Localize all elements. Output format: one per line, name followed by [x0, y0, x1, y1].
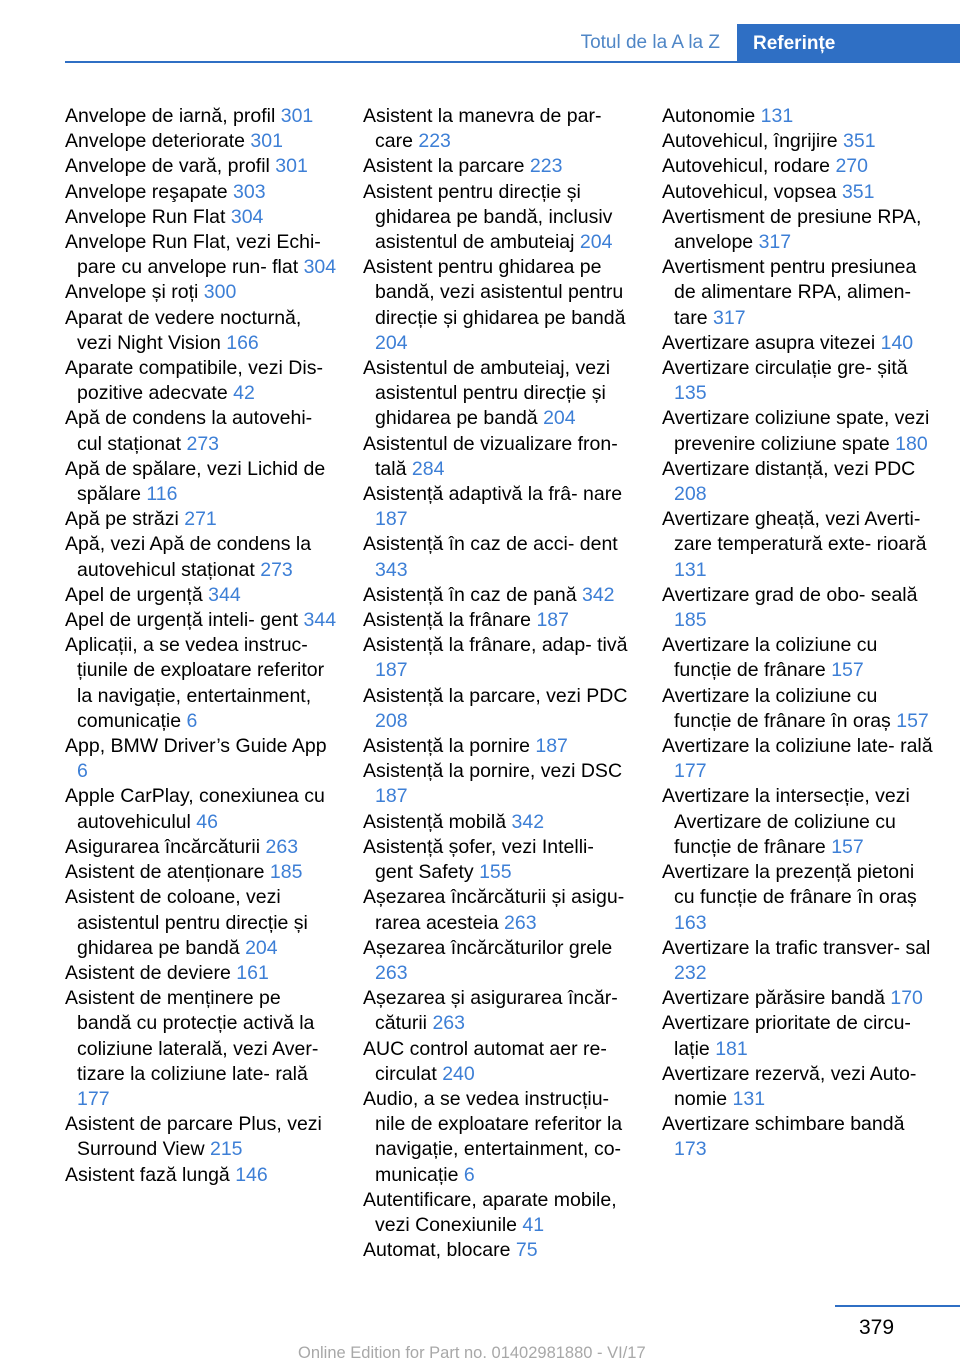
index-entry — [65, 1112, 337, 1162]
index-entry — [662, 457, 934, 507]
page-reference-link[interactable]: 187 — [375, 659, 408, 682]
index-entry — [662, 154, 934, 179]
index-entry — [65, 356, 337, 406]
entry-term: Avertizare la prezență pietoni cu funcție de frânare în oraș — [662, 861, 917, 909]
index-entry — [363, 180, 635, 256]
entry-term: Audio, a se vedea instrucțiu‐ nile de exploatare referitor la navigație, entertainment, co‐ municație — [363, 1087, 623, 1186]
entry-term: Anvelope Run Flat — [65, 205, 226, 228]
page-reference-link[interactable]: 208 — [674, 483, 707, 506]
entry-term: Asistentul de ambuteiaj, vezi asistentul pentru direcție și ghidarea pe bandă — [363, 357, 611, 430]
entry-term: Asistență în caz de acci‐ dent — [363, 533, 618, 556]
page-reference-link[interactable]: 263 — [504, 911, 537, 934]
entry-term: Asistență șofer, vezi Intelli‐ gent Safety — [363, 835, 594, 884]
index-entry — [65, 104, 337, 129]
index-entry — [65, 129, 337, 154]
page-reference-link[interactable]: 204 — [375, 331, 408, 354]
entry-term: Apă de spălare, vezi Lichid de spălare — [65, 457, 326, 506]
index-entry — [662, 633, 934, 683]
index-entry — [662, 255, 934, 331]
page-reference-link[interactable]: 343 — [375, 558, 408, 581]
index-entry — [363, 583, 635, 608]
entry-term: Anvelope și roți — [65, 281, 199, 304]
index-entry — [363, 759, 635, 809]
entry-term: Avertizare distanță, vezi PDC — [662, 457, 916, 480]
index-entry — [65, 154, 337, 179]
page-reference-link[interactable]: 344 — [303, 609, 337, 632]
index-entry — [363, 356, 635, 432]
index-entry — [363, 684, 635, 734]
entry-term: Avertizare gheață, vezi Averti‐ zare temperatură exte‐ rioară — [662, 508, 927, 556]
page-reference-link[interactable]: 46 — [196, 810, 218, 833]
entry-term: Avertizare prioritate de circu‐ lație — [662, 1012, 911, 1060]
page-reference-link[interactable]: 263 — [265, 835, 299, 858]
index-entry — [662, 936, 934, 986]
page-reference-link[interactable]: 317 — [758, 231, 792, 254]
page-reference-link[interactable]: 6 — [186, 709, 198, 732]
page-reference-link[interactable]: 215 — [209, 1138, 243, 1161]
entry-term: Avertisment pentru presiunea de alimentare RPA, alimen‐ tare — [662, 256, 917, 329]
index-entry — [363, 835, 635, 885]
page-reference-link[interactable]: 301 — [275, 155, 308, 178]
entry-term: Asistentul de vizualizare fron‐ tală — [363, 432, 618, 480]
page-reference-link[interactable]: 6 — [463, 1163, 475, 1186]
page-reference-link[interactable]: 273 — [260, 558, 293, 581]
page-reference-link[interactable]: 187 — [375, 785, 408, 808]
page-reference-link[interactable]: 284 — [411, 457, 445, 480]
entry-term: Aparat de vedere nocturnă, vezi Night Vision — [65, 306, 302, 354]
page-reference-link[interactable]: 240 — [442, 1062, 475, 1085]
page-reference-link[interactable]: 157 — [831, 835, 864, 858]
page-reference-link[interactable]: 301 — [280, 105, 314, 127]
entry-term: Avertizare la intersecție, vezi Avertizare de coliziune cu funcție de frânare — [662, 785, 910, 858]
page-reference-link[interactable]: 146 — [235, 1163, 268, 1186]
index-entry — [65, 583, 337, 608]
index-entry — [363, 432, 635, 482]
page-reference-link[interactable]: 204 — [543, 407, 576, 430]
index-entry — [363, 734, 635, 759]
entry-term: Asistent de deviere — [65, 961, 231, 984]
page-reference-link[interactable]: 223 — [418, 130, 451, 153]
page-number: 379 — [859, 1316, 895, 1339]
index-entry — [662, 1112, 934, 1162]
page-reference-link[interactable]: 304 — [303, 256, 337, 279]
page-reference-link[interactable]: 173 — [674, 1138, 707, 1161]
index-entry — [65, 784, 337, 834]
index-entry — [662, 784, 934, 860]
index-entry — [363, 1037, 635, 1087]
index-entry — [662, 583, 934, 633]
page-reference-link[interactable]: 187 — [536, 609, 569, 632]
index-entry — [363, 482, 635, 532]
index-entry — [662, 734, 934, 784]
index-entry — [363, 1188, 635, 1238]
index-entry — [662, 331, 934, 356]
entry-term: Apple CarPlay, conexiunea cu autovehiculul — [65, 785, 325, 833]
index-entry — [662, 684, 934, 734]
page-reference-link[interactable]: 232 — [674, 961, 707, 984]
entry-term: Asistență la parcare, vezi PDC — [363, 684, 628, 707]
entry-term: Asistență în caz de pană — [363, 583, 577, 606]
entry-term: Asistent pentru direcție și ghidarea pe bandă, inclusiv asistentul de ambuteiaj — [363, 180, 613, 254]
index-entry — [363, 1238, 635, 1263]
page-reference-link[interactable]: 263 — [375, 961, 408, 984]
entry-term: Avertizare la coliziune cu funcție de frânare — [662, 634, 878, 682]
page-reference-link[interactable]: 181 — [715, 1037, 748, 1060]
page-reference-link[interactable]: 301 — [250, 130, 283, 153]
entry-term: Avertisment de presiune RPA, anvelope — [662, 205, 922, 254]
index-entry — [363, 885, 635, 935]
entry-term: Asistență la pornire, vezi DSC — [363, 760, 623, 783]
index-entry — [65, 1163, 337, 1188]
entry-term: Asigurarea încărcăturii — [65, 835, 261, 858]
page-reference-link[interactable]: 170 — [890, 987, 923, 1010]
entry-term: Anvelope de iarnă, profil — [65, 105, 276, 127]
entry-term: Avertizare schimbare bandă — [662, 1113, 905, 1136]
index-entry — [65, 180, 337, 205]
entry-term: Avertizare la coliziune cu funcție de frânare în oraș — [662, 684, 891, 732]
index-entry — [65, 205, 337, 230]
page-reference-link[interactable]: 344 — [208, 583, 241, 606]
entry-term: Așezarea încărcăturilor grele — [363, 936, 613, 959]
page-reference-link[interactable]: 131 — [732, 1087, 766, 1110]
entry-term: Avertizare coliziune spate, vezi prevenire coliziune spate — [662, 407, 930, 455]
page-reference-link[interactable]: 116 — [146, 483, 178, 506]
page-reference-link[interactable]: 270 — [835, 155, 868, 178]
index-entry — [662, 507, 934, 583]
index-entry — [662, 356, 934, 406]
page-reference-link[interactable]: 166 — [226, 331, 259, 354]
index-entry — [662, 986, 934, 1011]
entry-term: Avertizare părăsire bandă — [662, 987, 885, 1010]
index-entry — [363, 633, 635, 683]
entry-term: Asistent fază lungă — [65, 1163, 230, 1186]
entry-term: Avertizare asupra vitezei — [662, 331, 876, 354]
entry-term: Autentificare, aparate mobile, vezi Conexiunile — [363, 1188, 617, 1236]
page-reference-link[interactable]: 135 — [674, 382, 707, 405]
entry-term: AUC control automat aer re‐ circulat — [363, 1037, 607, 1085]
entry-term: Așezarea încărcăturii și asigu‐ rarea acesteia — [363, 886, 625, 934]
tab-references[interactable]: Referințe — [737, 24, 960, 63]
page-reference-link[interactable]: 304 — [230, 205, 264, 228]
entry-term: Asistență la frânare — [363, 609, 532, 632]
index-entry — [65, 860, 337, 885]
index-entry — [662, 104, 934, 129]
entry-term: Asistent la manevra de par‐ care — [363, 105, 602, 153]
index-entry — [363, 810, 635, 835]
entry-term: Asistență mobilă — [363, 810, 507, 833]
index-entry — [65, 885, 337, 961]
entry-term: App, BMW Driver’s Guide App — [65, 735, 327, 758]
footer-divider — [835, 1305, 960, 1307]
page-reference-link[interactable]: 263 — [432, 1012, 465, 1035]
page-reference-link[interactable]: 131 — [674, 558, 707, 581]
page-reference-link[interactable]: 177 — [77, 1087, 110, 1110]
page-reference-link[interactable]: 187 — [535, 735, 568, 758]
page-reference-link[interactable]: 185 — [674, 609, 707, 632]
index-entry — [65, 633, 337, 734]
index-entry — [662, 205, 934, 255]
entry-term: Asistent de atenționare — [65, 861, 265, 884]
entry-term: Apă pe străzi — [65, 508, 179, 531]
page-reference-link[interactable]: 204 — [245, 936, 278, 959]
entry-term: Anvelope reşapate — [65, 180, 228, 203]
index-entry — [65, 507, 337, 532]
header-divider — [65, 61, 960, 63]
index-column-2 — [363, 104, 635, 1263]
page-reference-link[interactable]: 204 — [579, 231, 613, 254]
index-entry — [662, 180, 934, 205]
index-entry — [65, 734, 337, 784]
index-entry — [662, 406, 934, 456]
edition-watermark: Online Edition for Part no. 01402981880 - VI/17 — [298, 1344, 646, 1362]
entry-term: Anvelope Run Flat, vezi Echi‐ pare cu anvelope run- flat — [65, 231, 321, 279]
page-reference-link[interactable]: 303 — [233, 180, 266, 203]
entry-term: Asistent de parcare Plus, vezi Surround View — [65, 1113, 322, 1161]
entry-term: Aparate compatibile, vezi Dis‐ pozitive adecvate — [65, 357, 323, 405]
page-reference-link[interactable]: 342 — [511, 810, 545, 833]
page-reference-link[interactable]: 271 — [184, 508, 217, 531]
page-reference-link[interactable]: 157 — [831, 659, 864, 682]
index-entry — [662, 129, 934, 154]
page-reference-link[interactable]: 177 — [674, 760, 707, 783]
page-reference-link[interactable]: 208 — [375, 709, 408, 732]
index-entry — [662, 1011, 934, 1061]
page-reference-link[interactable]: 300 — [203, 281, 237, 304]
entry-term: Asistent de menținere pe bandă cu protecție activă la coliziune laterală, vezi Aver‐ tizare la coliziune late‐ rală — [65, 987, 319, 1085]
entry-term: Apel de urgență inteli‐ gent — [65, 609, 299, 632]
entry-term: Așezarea și asigurarea încăr‐ căturii — [363, 987, 618, 1035]
index-entry — [363, 104, 635, 154]
entry-term: Asistent la parcare — [363, 155, 525, 178]
index-column-3 — [662, 104, 934, 1163]
entry-term: Avertizare grad de obo‐ seală — [662, 583, 918, 606]
index-column-1 — [65, 104, 337, 1188]
page-reference-link[interactable]: 223 — [529, 155, 563, 178]
index-entry — [363, 1087, 635, 1188]
breadcrumb[interactable]: Totul de la A la Z — [580, 32, 720, 53]
entry-term: Aplicații, a se vedea instruc‐ țiunile de exploatare referitor la navigație, entertainment, comunicație — [65, 634, 325, 732]
index-entry — [363, 608, 635, 633]
page-reference-link[interactable]: 163 — [674, 911, 707, 934]
page-reference-link[interactable]: 6 — [77, 760, 88, 783]
index-entry — [363, 532, 635, 582]
entry-term: Asistență la pornire — [363, 735, 530, 758]
entry-term: Asistență la frânare, adap‐ tivă — [363, 634, 628, 657]
page-reference-link[interactable]: 342 — [581, 583, 615, 606]
page-reference-link[interactable]: 131 — [760, 105, 794, 127]
index-entry — [363, 154, 635, 179]
entry-term: Avertizare circulație gre‐ șită — [662, 357, 908, 380]
entry-term: Avertizare rezervă, vezi Auto‐ nomie — [662, 1062, 917, 1110]
entry-term: Autovehicul, vopsea — [662, 180, 837, 203]
index-entry — [65, 280, 337, 305]
entry-term: Apel de urgență — [65, 583, 203, 606]
page-reference-link[interactable]: 273 — [186, 432, 220, 455]
entry-term: Apă, vezi Apă de condens la autovehicul staționat — [65, 533, 312, 581]
page-reference-link[interactable]: 41 — [522, 1213, 545, 1236]
entry-term: Autovehicul, rodare — [662, 155, 831, 178]
index-entry — [363, 255, 635, 356]
entry-term: Avertizare la trafic transver‐ sal — [662, 936, 931, 959]
entry-term: Autovehicul, îngrijire — [662, 130, 838, 153]
entry-term: Asistent de coloane, vezi asistentul pentru direcție și ghidarea pe bandă — [65, 886, 308, 959]
page-reference-link[interactable]: 187 — [375, 508, 408, 531]
index-entry — [662, 1062, 934, 1112]
page-reference-link[interactable]: 75 — [515, 1239, 538, 1262]
index-entry — [662, 860, 934, 936]
index-entry — [65, 230, 337, 280]
entry-term: Asistent pentru ghidarea pe bandă, vezi asistentul pentru direcție și ghidarea pe bandă — [363, 256, 626, 329]
index-entry — [65, 532, 337, 582]
entry-term: Avertizare la coliziune late‐ rală — [662, 735, 933, 758]
page-reference-link[interactable]: 157 — [896, 709, 929, 732]
index-entry — [65, 406, 337, 456]
page-reference-link[interactable]: 185 — [269, 861, 303, 884]
index-entry — [65, 986, 337, 1112]
entry-term: Apă de condens la autovehi‐ cul staționat — [65, 407, 313, 455]
page-reference-link[interactable]: 42 — [233, 382, 255, 405]
entry-term: Anvelope deteriorate — [65, 130, 245, 153]
page-reference-link[interactable]: 140 — [880, 331, 914, 354]
index-entry — [65, 961, 337, 986]
entry-term: Anvelope de vară, profil — [65, 155, 270, 178]
index-entry — [65, 306, 337, 356]
page-reference-link[interactable]: 161 — [236, 961, 269, 984]
page-reference-link[interactable]: 317 — [713, 306, 746, 329]
page-reference-link[interactable]: 180 — [895, 432, 928, 455]
page-reference-link[interactable]: 351 — [843, 130, 876, 153]
index-entry — [363, 936, 635, 986]
page-reference-link[interactable]: 351 — [841, 180, 875, 203]
index-entry — [65, 835, 337, 860]
entry-term: Automat, blocare — [363, 1239, 511, 1262]
page-reference-link[interactable]: 155 — [479, 861, 512, 884]
index-entry — [363, 986, 635, 1036]
index-entry — [65, 457, 337, 507]
entry-term: Asistență adaptivă la frâ‐ nare — [363, 483, 623, 506]
entry-term: Autonomie — [662, 105, 756, 127]
index-entry — [65, 608, 337, 633]
